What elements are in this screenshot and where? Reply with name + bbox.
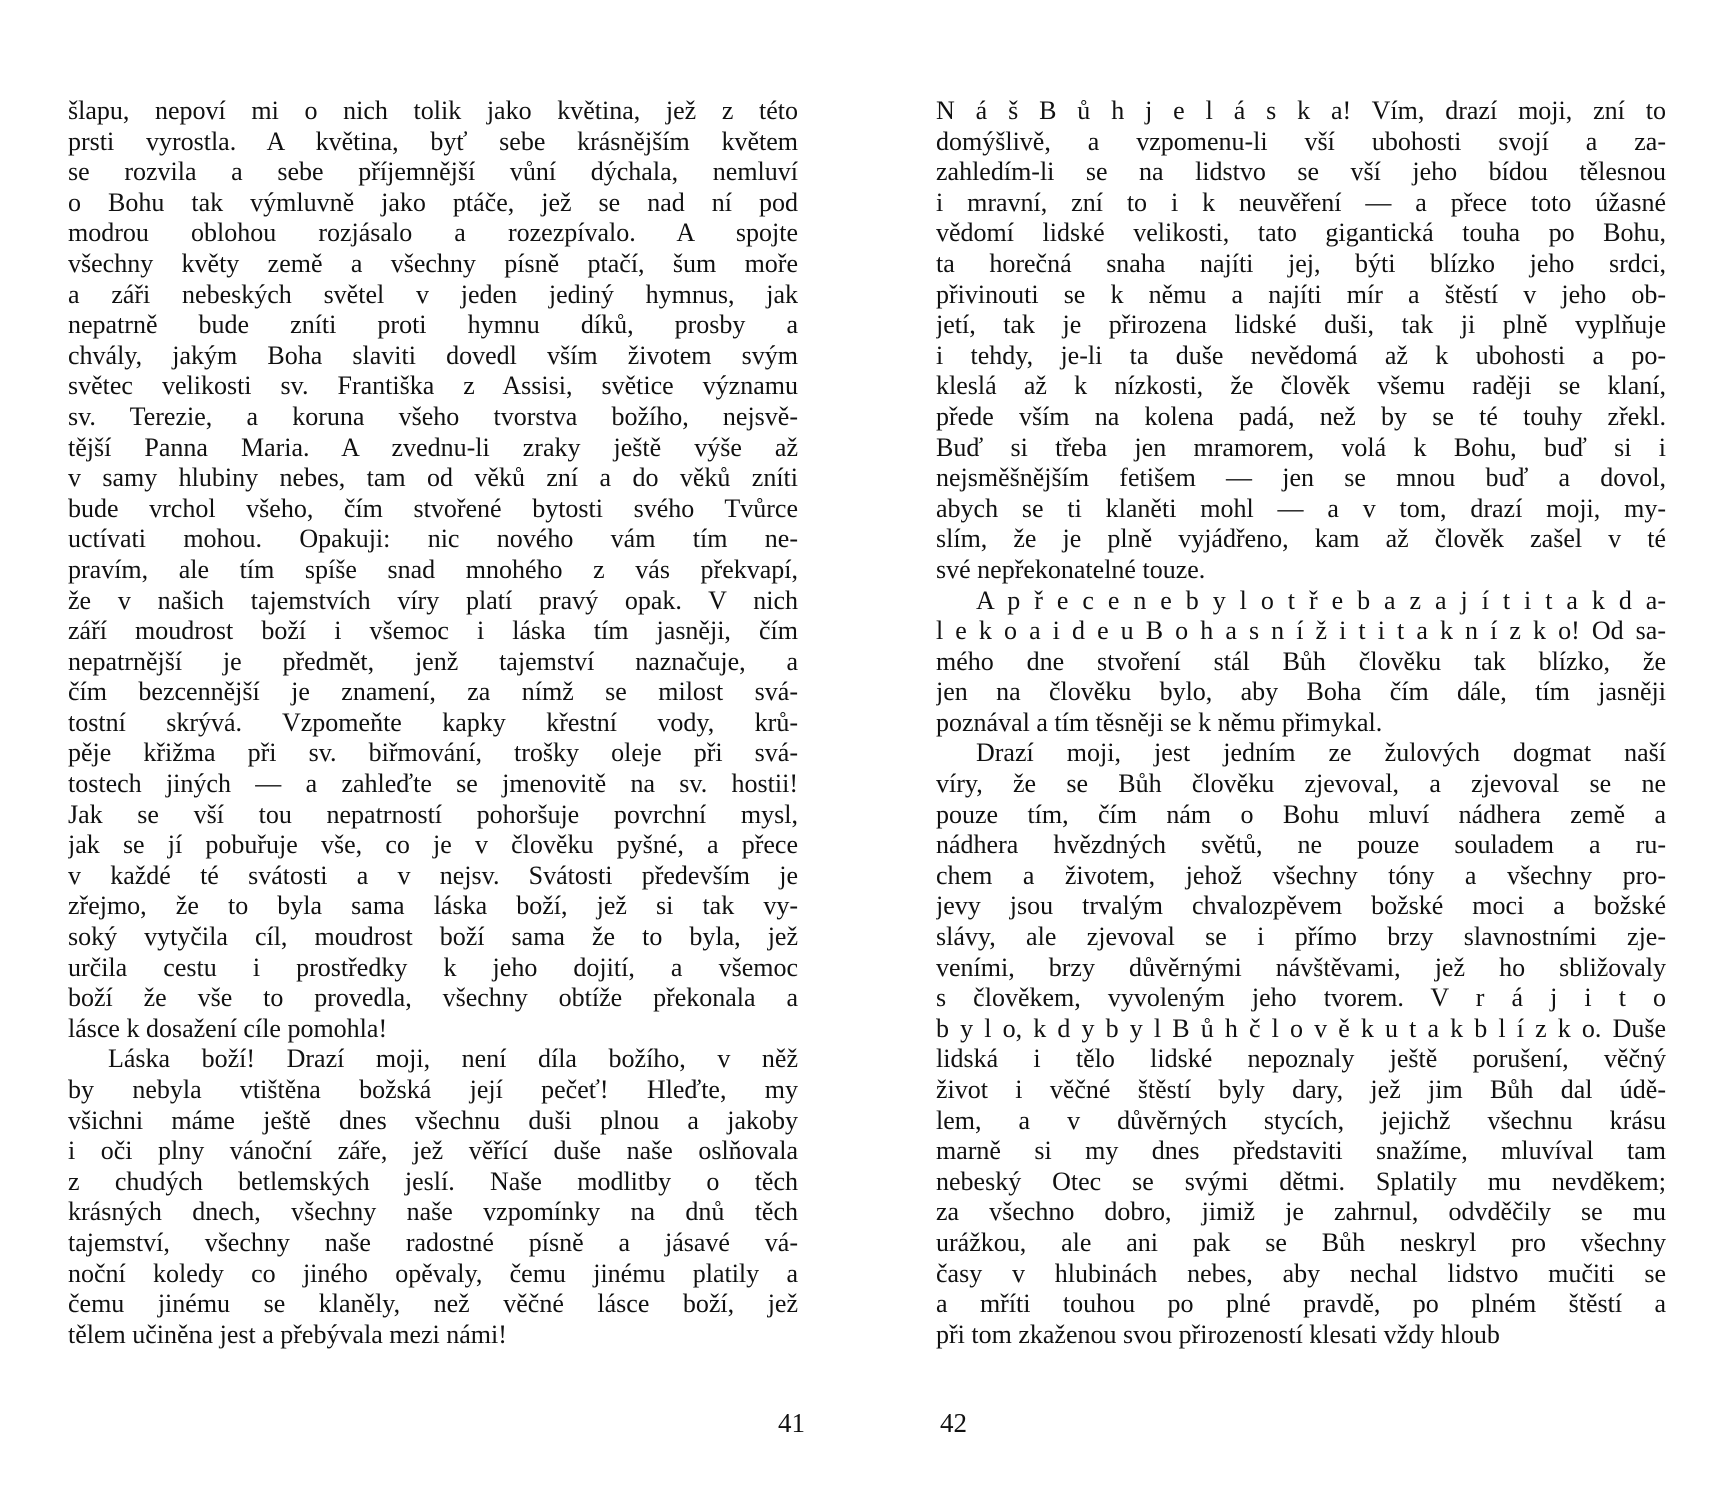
text-line: z chudých betlemských jeslí. Naše modlitby o těch bbox=[68, 1166, 798, 1196]
text-line: šlapu, nepoví mi o nich tolik jako květina, jež z této bbox=[68, 96, 798, 125]
text-line: b y l o, k d y b y l B ů h č l o v ě k u t a k b l í z k o. Duše bbox=[936, 1013, 1666, 1043]
page-number-left: 41 bbox=[778, 1408, 805, 1438]
text-line: tajemství, všechny naše radostné písně a jásavé vá- bbox=[68, 1227, 798, 1257]
text-line: prsti vyrostla. A květina, byť sebe krásnějším květem bbox=[68, 126, 798, 156]
text-line: pouze tím, čím nám o Bohu mluví nádhera země a bbox=[936, 799, 1666, 829]
text-line: slím, že je plně vyjádřeno, kam až člověk zašel v té bbox=[936, 524, 1666, 554]
text-line: tější Panna Maria. A zvednu-li zraky ještě výše až bbox=[68, 432, 798, 462]
text-line: září moudrost boží i všemoc i láska tím jasněji, čím bbox=[68, 616, 798, 646]
text-line: určila cestu i prostředky k jeho dojití, a všemoc bbox=[68, 952, 798, 982]
text-line: a záři nebeských světel v jeden jediný hymnus, jak bbox=[68, 279, 798, 309]
text-line: i tehdy, je-li ta duše nevědomá až k ubohosti a po- bbox=[936, 340, 1666, 370]
text-line: zřejmo, že to byla sama láska boží, jež si tak vy- bbox=[68, 891, 798, 921]
text-line: Láska boží! Drazí moji, není díla božího, v něž bbox=[108, 1044, 798, 1074]
text-line: pěje křižma při sv. biřmování, trošky oleje při svá- bbox=[68, 738, 798, 768]
text-line: mého dne stvoření stál Bůh člověku tak blízko, že bbox=[936, 646, 1666, 676]
text-line: jevy jsou trvalým chvalozpěvem božské moci a božské bbox=[936, 891, 1666, 921]
left-page-text bbox=[68, 96, 798, 1350]
text-line: při tom zkaženou svou přirozeností klesati vždy hloub bbox=[936, 1319, 1500, 1349]
page-number-right: 42 bbox=[940, 1408, 967, 1438]
text-line: jen na člověku bylo, aby Boha čím dále, tím jasněji bbox=[936, 677, 1666, 707]
text-line: ta horečná snaha najíti jej, býti blízko jeho srdci, bbox=[936, 248, 1666, 278]
text-line: jak se jí pobuřuje vše, co je v člověku pyšné, a přece bbox=[68, 830, 798, 860]
text-line: jetí, tak je přirozena lidské duši, tak ji plně vyplňuje bbox=[936, 310, 1666, 340]
text-line: poznával a tím těsněji se k němu přimykal. bbox=[936, 707, 1383, 737]
text-line: lem, a v důvěrných stycích, jejichž všechnu krásu bbox=[936, 1105, 1666, 1135]
text-line: život i věčné štěstí byly dary, jež jim Bůh dal údě- bbox=[936, 1075, 1666, 1104]
text-line: by nebyla vtištěna božská její pečeť! Hleďte, my bbox=[68, 1075, 798, 1104]
text-line: krásných dnech, všechny naše vzpomínky na dnů těch bbox=[68, 1197, 798, 1227]
text-line: vědomí lidské velikosti, tato gigantická touha po Bohu, bbox=[936, 218, 1666, 248]
text-line: své nepřekonatelné touze. bbox=[936, 554, 1206, 584]
text-line: přivinouti se k němu a najíti mír a štěstí v jeho ob- bbox=[936, 279, 1666, 309]
text-line: uctívati mohou. Opakuji: nic nového vám tím ne- bbox=[68, 524, 798, 554]
text-line: a mříti touhou po plné pravdě, po plném štěstí a bbox=[936, 1289, 1666, 1319]
text-line: bude vrchol všeho, čím stvořené bytosti svého Tvůrce bbox=[68, 493, 798, 523]
text-line: pravím, ale tím spíše snad mnohého z vás překvapí, bbox=[68, 554, 798, 584]
text-line: N á š B ů h j e l á s k a! Vím, drazí moji, zní to bbox=[936, 96, 1666, 125]
text-line: čemu jinému se klaněly, než věčné lásce boží, jež bbox=[68, 1289, 798, 1319]
text-line: sv. Terezie, a koruna všeho tvorstva božího, nejsvě- bbox=[68, 401, 798, 431]
text-line: lidská i tělo lidské nepoznaly ještě porušení, věčný bbox=[936, 1044, 1666, 1074]
text-line: chem a životem, jehož všechny tóny a všechny pro- bbox=[936, 860, 1666, 890]
text-line: chvály, jakým Boha slaviti dovedl vším životem svým bbox=[68, 340, 798, 370]
text-line: nebeský Otec se svými dětmi. Splatily mu nevděkem; bbox=[936, 1166, 1666, 1196]
text-line: i mravní, zní to i k neuvěření — a přece toto úžasné bbox=[936, 187, 1666, 217]
text-line: časy v hlubinách nebes, aby nechal lidstvo mučiti se bbox=[936, 1258, 1666, 1288]
text-line: s člověkem, vyvoleným jeho tvorem. V r á j i t o bbox=[936, 983, 1666, 1013]
text-line: v samy hlubiny nebes, tam od věků zní a do věků zníti bbox=[68, 463, 798, 493]
text-line: nepatrně bude zníti proti hymnu díků, prosby a bbox=[68, 310, 798, 340]
text-line: soký vytyčila cíl, moudrost boží sama že to byla, jež bbox=[68, 922, 798, 952]
text-line: veními, brzy důvěrnými návštěvami, jež ho sbližovaly bbox=[936, 952, 1666, 982]
text-line: slávy, ale zjevoval se i přímo brzy slavnostními zje- bbox=[936, 922, 1666, 952]
text-line: tostech jiných — a zahleďte se jmenovitě na sv. hostii! bbox=[68, 769, 798, 799]
text-line: marně si my dnes představiti snažíme, mluvíval tam bbox=[936, 1136, 1666, 1166]
text-line: nepatrnější je předmět, jenž tajemství naznačuje, a bbox=[68, 646, 798, 676]
text-line: všechny květy země a všechny písně ptačí, šum moře bbox=[68, 248, 798, 278]
text-line: zahledím-li se na lidstvo se vší jeho bídou tělesnou bbox=[936, 157, 1666, 187]
text-line: víry, že se Bůh člověku zjevoval, a zjevoval se ne bbox=[936, 769, 1666, 799]
text-line: všichni máme ještě dnes všechnu duši plnou a jakoby bbox=[68, 1105, 798, 1135]
text-line: l e k o a i d e u B o h a s n í ž i t i t a k n í z k o! Od sa- bbox=[936, 616, 1666, 646]
text-line: kleslá až k nízkosti, že člověk všemu raději se klaní, bbox=[936, 371, 1666, 401]
text-line: za všechno dobro, jimiž je zahrnul, odvděčily se mu bbox=[936, 1197, 1666, 1227]
text-line: lásce k dosažení cíle pomohla! bbox=[68, 1013, 388, 1043]
right-page-text bbox=[936, 96, 1666, 1350]
text-line: přede vším na kolena padá, než by se té touhy zřekl. bbox=[936, 401, 1666, 431]
text-line: nádhera hvězdných světů, ne pouze souladem a ru- bbox=[936, 830, 1666, 860]
text-line: Buď si třeba jen mramorem, volá k Bohu, buď si i bbox=[936, 432, 1666, 462]
text-line: v každé té svátosti a v nejsv. Svátosti především je bbox=[68, 860, 798, 890]
text-line: tostní skrývá. Vzpomeňte kapky křestní vody, krů- bbox=[68, 707, 798, 737]
text-line: Drazí moji, jest jedním ze žulových dogmat naší bbox=[976, 738, 1666, 768]
text-line: modrou oblohou rozjásalo a rozezpívalo. A spojte bbox=[68, 218, 798, 248]
text-line: o Bohu tak výmluvně jako ptáče, jež se nad ní pod bbox=[68, 187, 798, 217]
text-line: i oči plny vánoční záře, jež věřící duše naše oslňovala bbox=[68, 1136, 798, 1166]
text-line: nejsměšnějším fetišem — jen se mnou buď a dovol, bbox=[936, 463, 1666, 493]
text-line: A p ř e c e n e b y l o t ř e b a z a j í t i t a k d a- bbox=[976, 585, 1666, 615]
text-line: noční koledy co jiného opěvaly, čemu jinému platily a bbox=[68, 1258, 798, 1288]
text-line: tělem učiněna jest a přebývala mezi námi! bbox=[68, 1319, 507, 1349]
text-line: že v našich tajemstvích víry platí pravý opak. V nich bbox=[68, 585, 798, 615]
text-line: boží že vše to provedla, všechny obtíže překonala a bbox=[68, 983, 798, 1013]
text-line: domýšlivě, a vzpomenu-li vší ubohosti svojí a za- bbox=[936, 126, 1666, 156]
text-line: se rozvila a sebe příjemnější vůní dýchala, nemluví bbox=[68, 157, 798, 187]
text-line: abych se ti klaněti mohl — a v tom, drazí moji, my- bbox=[936, 493, 1666, 523]
text-line: čím bezcennější je znamení, za nímž se milost svá- bbox=[68, 677, 798, 707]
text-line: světec velikosti sv. Františka z Assisi, světice významu bbox=[68, 371, 798, 401]
text-line: Jak se vší tou nepatrností pohoršuje povrchní mysl, bbox=[68, 799, 798, 829]
text-line: urážkou, ale ani pak se Bůh neskryl pro všechny bbox=[936, 1227, 1666, 1257]
